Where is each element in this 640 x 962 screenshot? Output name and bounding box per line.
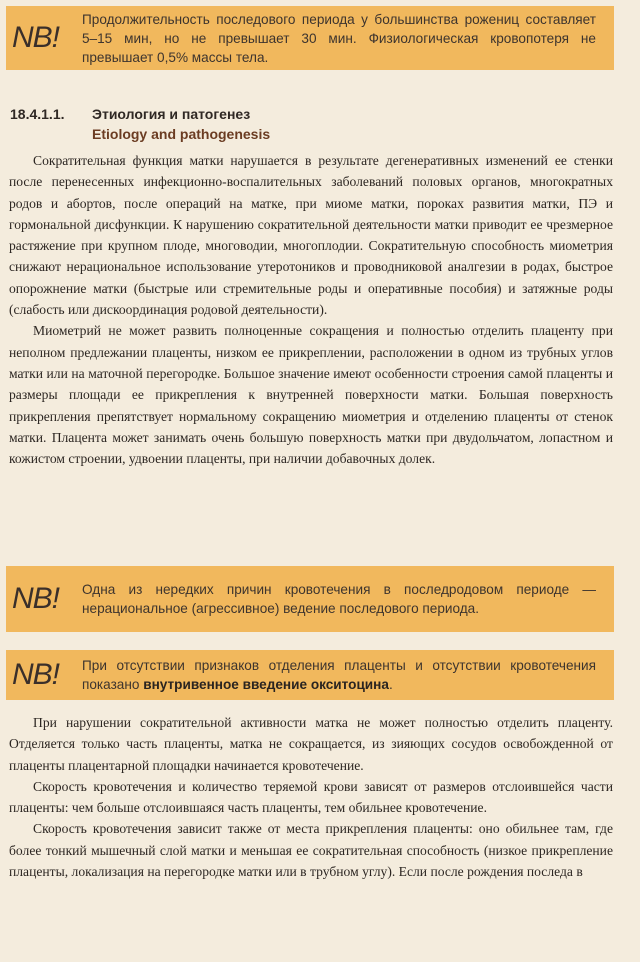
paragraph: Миометрий не может развить полноценные сокращения и полностью отделить плаценту при неполном предлежании плаценты, низком ее прикреплении, расположении в одном из трубных углов матки или на маточной перегородке. Большое значение имеют особенности строения самой плаценты и размеры площади ее прикрепления к внутренней поверхности матки. Большая поверхность прикрепления препятствует нормальному сокращению миометрия и отделению плаценты от стенок матки. Плацента может занимать очень большую поверхность матки при двудольчатом, лопастном и кожистом строении, удвоении плаценты, при наличии добавочных долек.: [9, 323, 613, 467]
section-heading: [10, 104, 270, 144]
callout-3-text: [82, 656, 596, 694]
nb-mark: NB!: [12, 21, 60, 54]
paragraph: Сократительная функция матки нарушается в результате дегенеративных изменений ее стенки после перенесенных инфекционно-воспалительных заболеваний половых органов, многократных родов и абортов, после операций на матке, при миоме матки, пороках развития матки, ПЭ и гормональной дисфункции. К нарушению сократительной деятельности матки приводит ее чрезмерное растяжение при крупном плоде, многоводии, многоплодии. Сократительную способность миометрия снижают нерациональное использование утеротоников и проводниковой аналгезии в родах, быстрое опорожнение матки (быстрые или стремительные роды и оперативные пособия) и затяжные роды (слабость или дискоординация родовой деятельности).: [9, 153, 613, 318]
callout-2-text: Одна из нередких причин кровотечения в последродовом периоде — нерациональное (агрессивное) ведение последового периода.: [82, 582, 596, 616]
nb-callout-1: [6, 6, 614, 70]
section-number: 18.4.1.1.: [10, 106, 65, 122]
paragraph: При нарушении сократительной активности матка не может полностью отделить плаценту. Отделяется только часть плаценты, матка не сокращается, из зияющих сосудов освобожденной от плаценты плацентарной площадки начинается кровотечение.: [9, 715, 613, 773]
section-title-en: Etiology and pathogenesis: [92, 126, 271, 142]
paragraph: Скорость кровотечения и количество теряемой крови зависят от размеров отслоившейся части плаценты: чем больше отслоившаяся часть плаценты, тем обильнее кровотечение.: [9, 778, 613, 816]
nb-callout-3: [6, 650, 614, 700]
nb-callout-2: [6, 566, 614, 632]
callout-3-emphasis: внутривенное введение окситоцина: [143, 677, 389, 692]
body-text-block-1: [9, 150, 613, 469]
nb-mark: NB!: [12, 582, 60, 615]
callout-3-text-part: При отсутствии признаков отделения плаценты и отсутствии кровотечения показано: [82, 658, 596, 692]
body-text-block-2: [9, 712, 613, 882]
callout-3-text-part: .: [388, 677, 393, 692]
callout-1-text: Продолжительность последового периода у большинства рожениц составляет 5–15 мин, но не превышает 30 мин. Физиологическая кровопотеря не превышает 0,5% массы тела.: [82, 11, 596, 65]
nb-mark: NB!: [12, 658, 60, 691]
paragraph: Скорость кровотечения зависит также от места прикрепления плаценты: оно обильнее там, где более тонкий мышечный слой матки и меньшая ее сократительная способность (низкое прикрепление плаценты, локализация на перегородке матки или в трубном углу). Если после рождения последа в: [9, 821, 613, 880]
section-title-ru: Этиология и патогенез: [92, 106, 251, 122]
